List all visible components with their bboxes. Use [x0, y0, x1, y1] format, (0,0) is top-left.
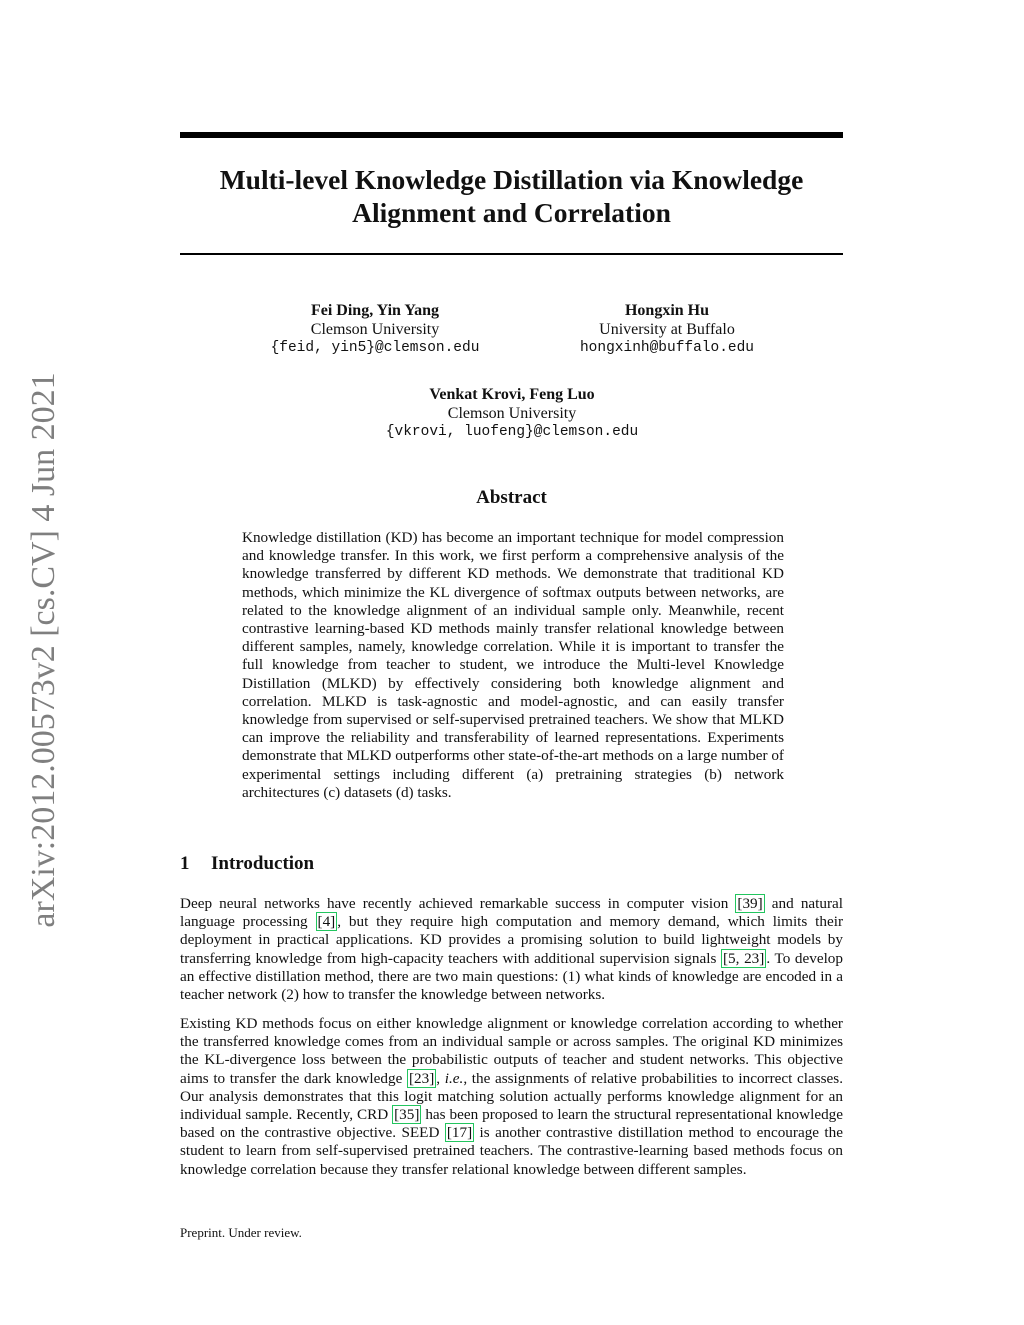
section-title: Introduction [211, 853, 315, 874]
author-affiliation: Clemson University [310, 321, 440, 338]
intro-text: Deep neural networks have recently achieved remarkable success in computer vision [180, 895, 736, 912]
intro-text: has been proposed to learn the structural representational knowledge based on the contrastive objective. SEED [180, 1106, 843, 1142]
arxiv-identifier-stamp [24, 370, 64, 930]
intro-emphasis: i.e. [444, 1069, 464, 1087]
author-block [245, 301, 505, 358]
author-block [537, 301, 797, 358]
citation-link[interactable]: [35] [394, 1106, 420, 1124]
intro-text: , the assignments of relative probabilities to incorrect classes. Our analysis demonstrates that this logit matching solution actually performs knowledge alignment for an individual sample. Recently, CRD [180, 1069, 843, 1124]
intro-text: and natural language processing [180, 895, 843, 931]
intro-text: . To develop an effective distillation method, there are two main questions: (1) what kinds of knowledge are encoded in a teacher network (2) how to transfer the knowledge between networks. [180, 949, 843, 1004]
author-email: {feid, yin5}@clemson.edu [270, 340, 480, 356]
author-affiliation: Clemson University [447, 405, 577, 422]
intro-text: Existing KD methods focus on either knowledge alignment or knowledge correlation according to whether the transferred knowledge comes from an individual sample or across samples. The original KD minimizes the KL-divergence loss between the probabilistic outputs of teacher and student networks. This objective aims to transfer the dark knowledge [180, 1015, 843, 1087]
intro-paragraph [180, 1015, 843, 1179]
citation-link[interactable]: [5, 23] [723, 949, 765, 967]
intro-paragraph [180, 895, 843, 1004]
author-email: {vkrovi, luofeng}@clemson.edu [385, 424, 639, 440]
intro-text: , but they require high computation and memory demand, which limits their deployment in practical applications. KD provides a promising solution to build lightweight models by transferring knowledge from high-capacity teachers with additional supervision signals [180, 913, 843, 967]
title-rule-bottom [180, 253, 843, 255]
citation-link[interactable]: [23] [408, 1069, 435, 1087]
abstract-text: Knowledge distillation (KD) has become an important technique for model compression and knowledge transfer. In this work, we first perform a comprehensive analysis of the knowledge transferred by different KD methods. We demonstrate that traditional KD methods, which minimize the KL divergence of softmax outputs between networks, are related to the knowledge alignment of an individual sample only. Meanwhile, recent contrastive learning-based KD methods mainly transfer relational knowledge between different samples, namely, knowledge correlation. While it is important to transfer the full knowledge from teacher to student, we introduce the Multi-level Knowledge Distillation (MLKD) by effectively considering both knowledge alignment and correlation. MLKD is task-agnostic and model-agnostic, and can easily transfer knowledge from supervised or self-supervised pretrained teachers. We show that MLKD can improve the reliability and transferability of learned representations. Experiments demonstrate that MLKD outperforms other state-of-the-art methods on a large number of experimental settings including different (a) pretraining strategies (b) network architectures (c) datasets (d) tasks. [242, 529, 784, 801]
author-names: Fei Ding, Yin Yang [310, 302, 439, 319]
title-rule-top [180, 132, 843, 138]
arxiv-identifier-text: arXiv:2012.00573v2 [cs.CV] 4 Jun 2021 [25, 372, 62, 928]
abstract-heading: Abstract [476, 487, 547, 508]
section-heading-introduction [180, 853, 314, 875]
author-affiliation: University at Buffalo [599, 321, 735, 338]
paper-title: Multi-level Knowledge Distillation via Knowledge Alignment and Correlation [219, 164, 804, 228]
section-number: 1 [180, 853, 190, 874]
citation-link[interactable]: [17] [446, 1124, 473, 1142]
intro-text: , [436, 1069, 445, 1087]
citation-link[interactable]: [39] [737, 895, 763, 912]
author-block [332, 385, 692, 442]
author-email: hongxinh@buffalo.edu [579, 340, 755, 356]
author-names: Venkat Krovi, Feng Luo [429, 386, 595, 403]
author-names: Hongxin Hu [624, 302, 710, 319]
footer-note: Preprint. Under review. [180, 1225, 302, 1240]
citation-link[interactable]: [4] [317, 913, 336, 931]
intro-text: is another contrastive distillation method to encourage the student to learn from self-supervised pretrained teachers. The contrastive-learning based methods focus on knowledge correlation because they transfer relational knowledge between different samples. [180, 1124, 843, 1178]
